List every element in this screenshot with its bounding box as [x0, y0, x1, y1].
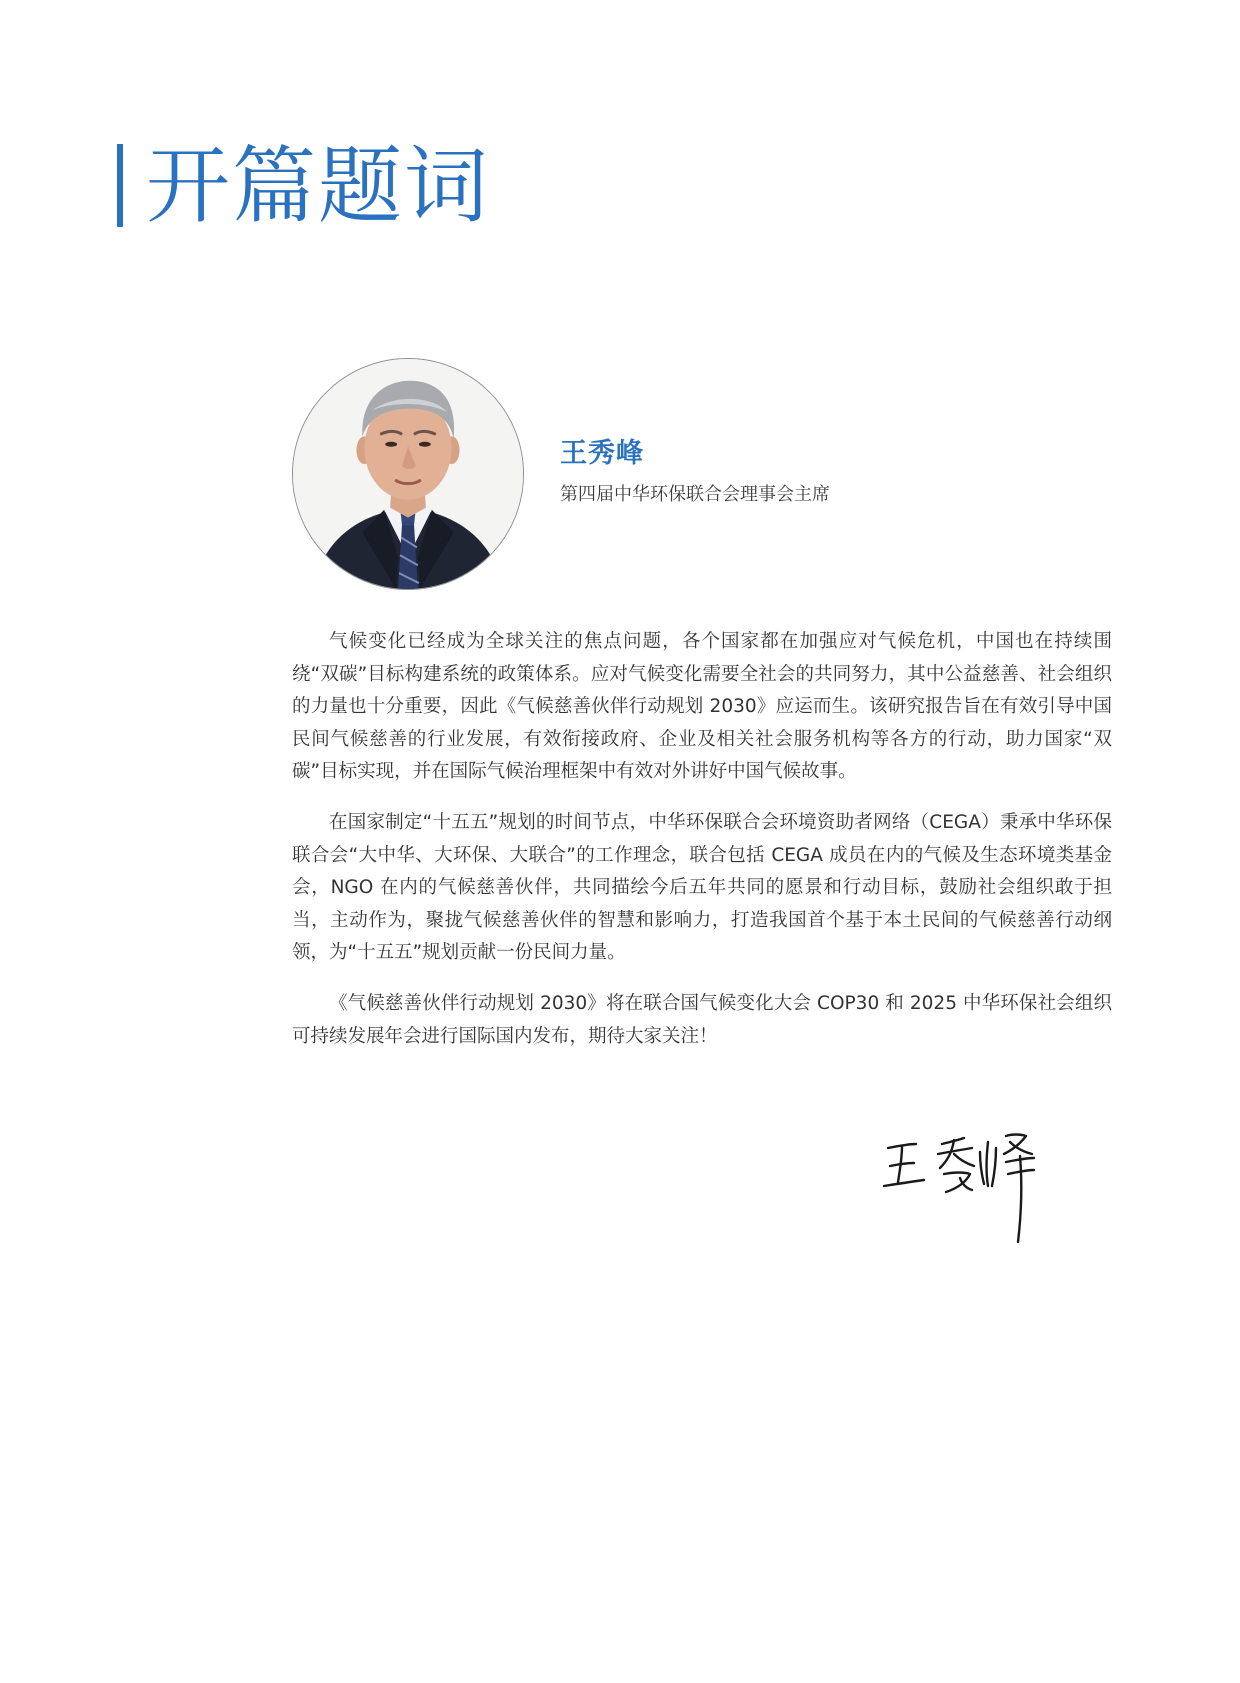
author-name: 王秀峰	[560, 438, 644, 469]
author-portrait	[292, 358, 524, 590]
handwritten-signature-icon	[880, 1130, 1060, 1250]
title-accent-bar	[117, 144, 123, 227]
foreword-body	[292, 626, 1112, 1071]
paragraph: 气候变化已经成为全球关注的焦点问题，各个国家都在加强应对气候危机，中国也在持续围绕“双碳”目标构建系统的政策体系。应对气候变化需要全社会的共同努力，其中公益慈善、社会组织的力量也十分重要，因此《气候慈善伙伴行动规划 2030》应运而生。该研究报告旨在有效引导中国民间气候慈善的行业发展，有效衔接政府、企业及相关社会服务机构等各方的行动，助力国家“双碳”目标实现，并在国际气候治理框架中有效对外讲好中国气候故事。	[292, 631, 1112, 783]
page-title: 开篇题词	[146, 137, 491, 235]
portrait-photo-icon	[293, 359, 523, 589]
author-position: 第四届中华环保联合会理事会主席	[560, 484, 830, 505]
paragraph: 《气候慈善伙伴行动规划 2030》将在联合国气候变化大会 COP30 和 2025 中华环保社会组织可持续发展年会进行国际国内发布，期待大家关注！	[292, 992, 1112, 1047]
paragraph: 在国家制定“十五五”规划的时间节点，中华环保联合会环境资助者网络（CEGA）秉承中华环保联合会“大中华、大环保、大联合”的工作理念，联合包括 CEGA 成员在内的气候及生态环境类基金会，NGO 在内的气候慈善伙伴，共同描绘今后五年共同的愿景和行动目标，鼓励社会组织敢于担当，主动作为，聚拢气候慈善伙伴的智慧和影响力，打造我国首个基于本土民间的气候慈善行动纲领，为“十五五”规划贡献一份民间力量。	[292, 811, 1112, 964]
